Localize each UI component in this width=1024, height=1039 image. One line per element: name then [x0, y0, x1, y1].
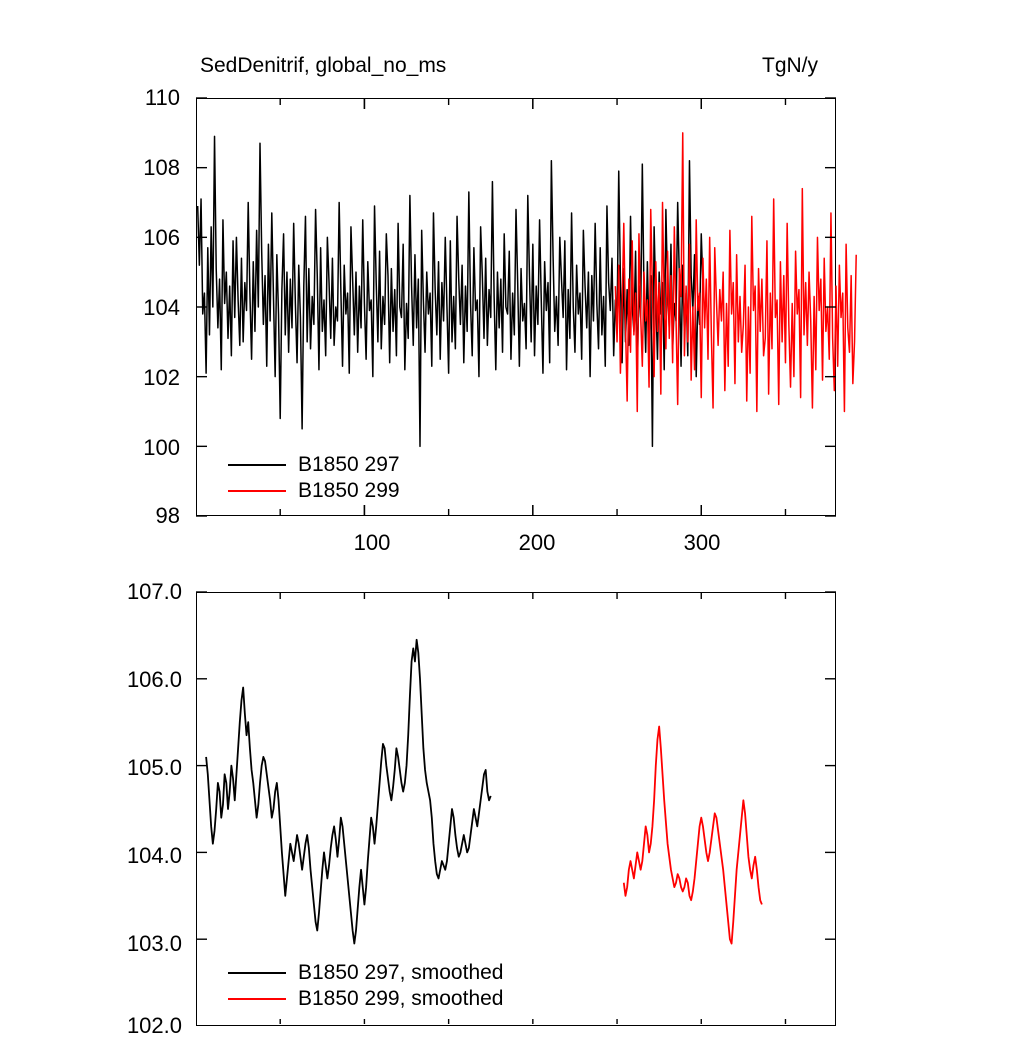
legend-label-b1850-297-smoothed: B1850 297, smoothed	[298, 961, 504, 984]
top-xtick-300: 300	[683, 530, 721, 555]
bottom-ytick-103: 103.0	[126, 931, 182, 956]
top-panel-units: TgN/y	[762, 54, 819, 77]
bottom-ytick-105: 105.0	[126, 755, 182, 780]
top-ytick-98: 98	[155, 503, 180, 528]
bottom-ytick-104: 104.0	[126, 843, 182, 868]
top-ytick-100: 100	[143, 435, 180, 460]
top-legend	[228, 452, 400, 504]
top-xtick-100: 100	[353, 530, 391, 555]
bottom-ytick-102: 102.0	[126, 1013, 182, 1038]
top-ytick-106: 106	[143, 225, 180, 250]
legend-item-b1850-297	[228, 452, 400, 478]
legend-label-b1850-299-smoothed: B1850 299, smoothed	[298, 987, 504, 1010]
top-ytick-104: 104	[143, 295, 180, 320]
top-xtick-200: 200	[518, 530, 556, 555]
legend-label-b1850-299: B1850 299	[298, 479, 400, 502]
bottom-legend	[228, 960, 504, 1012]
top-ytick-110: 110	[144, 85, 180, 110]
legend-item-b1850-299	[228, 478, 400, 504]
legend-item-b1850-297-smoothed	[228, 960, 504, 986]
legend-item-b1850-299-smoothed	[228, 986, 504, 1012]
legend-swatch-black-smoothed	[228, 972, 286, 974]
series-line-1	[624, 727, 762, 944]
legend-swatch-red	[228, 490, 286, 492]
bottom-ytick-106: 106.0	[126, 667, 182, 692]
legend-swatch-red-smoothed	[228, 998, 286, 1000]
bottom-series-canvas	[0, 560, 1024, 1024]
bottom-ytick-107: 107.0	[126, 579, 182, 604]
legend-label-b1850-297: B1850 297	[298, 453, 400, 476]
top-ytick-102: 102	[143, 365, 180, 390]
bottom-panel	[0, 560, 1024, 1038]
top-ytick-108: 108	[143, 155, 180, 180]
top-panel-title: SedDenitrif, global_no_ms	[200, 54, 447, 77]
series-line-0	[206, 640, 491, 944]
legend-swatch-black	[228, 464, 286, 466]
